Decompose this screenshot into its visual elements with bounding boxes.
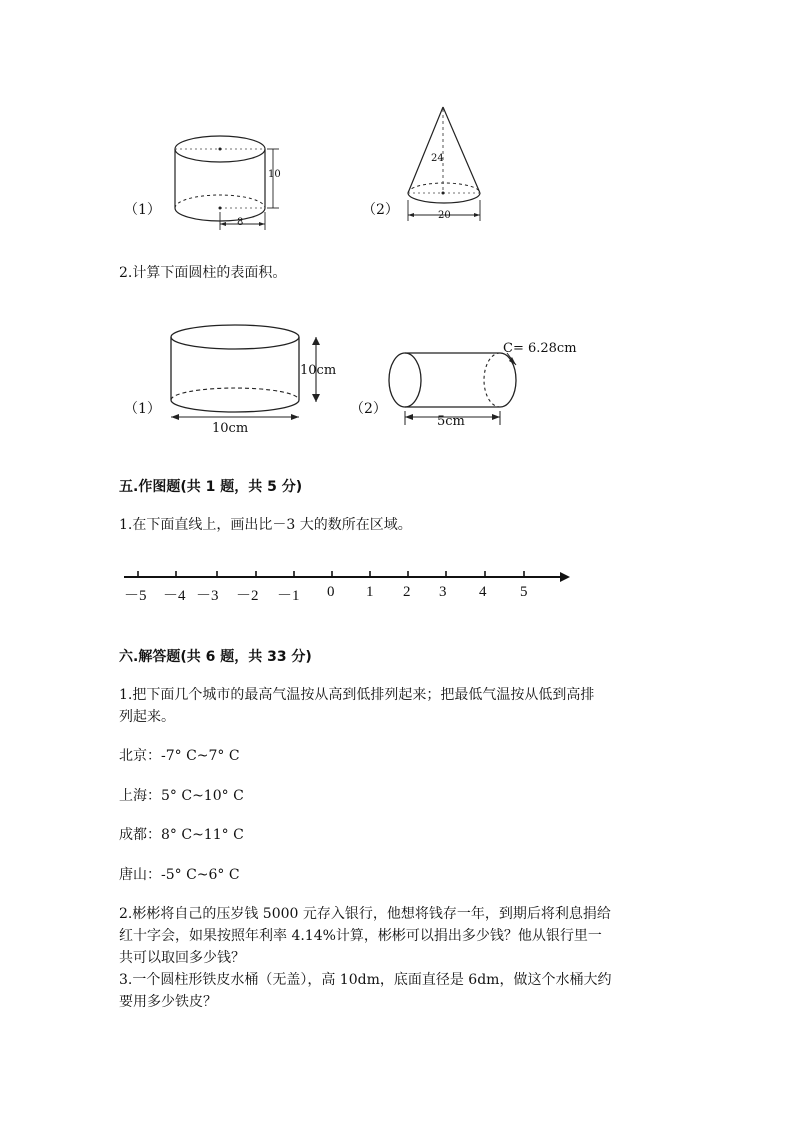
number-line-tick: －3 xyxy=(196,588,219,604)
number-line-tick: －5 xyxy=(124,588,147,604)
number-line-tick: 1 xyxy=(366,584,374,600)
section-5-question-1: 1.在下面直线上，画出比－3 大的数所在区域。 xyxy=(119,517,412,533)
section-6-q2-line-3: 共可以取回多少钱？ xyxy=(119,950,245,966)
number-line-tick: 4 xyxy=(479,584,487,600)
number-line-tick: 2 xyxy=(403,584,411,600)
section-6-q2-line-2: 红十字会，如果按照年利率 4.14%计算，彬彬可以捐出多少钱？他从银行里一 xyxy=(119,928,602,944)
q2-figure-1-label: （1） xyxy=(124,401,161,417)
cylinder-figure-1 xyxy=(165,128,285,233)
cone-diameter-label: 20 xyxy=(438,210,451,221)
number-line-tick: －1 xyxy=(277,588,300,604)
section-6-heading: 六.解答题(共 6 题，共 33 分) xyxy=(119,649,312,665)
fig1-height-label: 10 xyxy=(268,169,281,180)
section-5-heading: 五.作图题(共 1 题，共 5 分) xyxy=(119,479,303,495)
section-6-q1-line-2: 列起来。 xyxy=(119,709,175,725)
number-line-tick: 5 xyxy=(520,584,528,600)
q2-fig2-length-label: 5cm xyxy=(437,414,465,429)
section-6-q3-line-1: 3.一个圆柱形铁皮水桶（无盖），高 10dm，底面直径是 6dm，做这个水桶大约 xyxy=(119,972,612,988)
q2-fig1-diameter-label: 10cm xyxy=(212,421,249,436)
q2-fig2-circumference-label: C= 6.28cm xyxy=(503,341,577,356)
number-line-tick: 3 xyxy=(439,584,447,600)
section-6-q1-line-1: 1.把下面几个城市的最高气温按从高到低排列起来；把最低气温按从低到高排 xyxy=(119,687,595,703)
city-temperature-shanghai: 上海：5° C~10° C xyxy=(119,788,244,804)
q2-fig1-height-label: 10cm xyxy=(300,363,337,378)
figure-1-label: （1） xyxy=(124,202,161,218)
section-6-q3-line-2: 要用多少铁皮？ xyxy=(119,994,217,1010)
city-temperature-beijing: 北京：-7° C~7° C xyxy=(119,748,240,764)
figure-2-label: （2） xyxy=(362,202,399,218)
section-6-q2-line-1: 2.彬彬将自己的压岁钱 5000 元存入银行，他想将钱存一年，到期后将利息捐给 xyxy=(119,906,611,922)
number-line-tick: －4 xyxy=(163,588,186,604)
number-line[interactable] xyxy=(120,568,575,588)
fig1-radius-label: 8 xyxy=(237,217,244,228)
question-2-title: 2.计算下面圆柱的表面积。 xyxy=(119,265,287,281)
city-temperature-tangshan: 唐山：-5° C~6° C xyxy=(119,867,240,883)
number-line-tick: 0 xyxy=(327,584,335,600)
city-temperature-chengdu: 成都：8° C~11° C xyxy=(119,827,244,843)
cone-figure xyxy=(400,105,490,225)
q2-figure-2-label: （2） xyxy=(350,401,387,417)
cone-height-label: 24 xyxy=(431,153,444,164)
number-line-tick: －2 xyxy=(236,588,259,604)
